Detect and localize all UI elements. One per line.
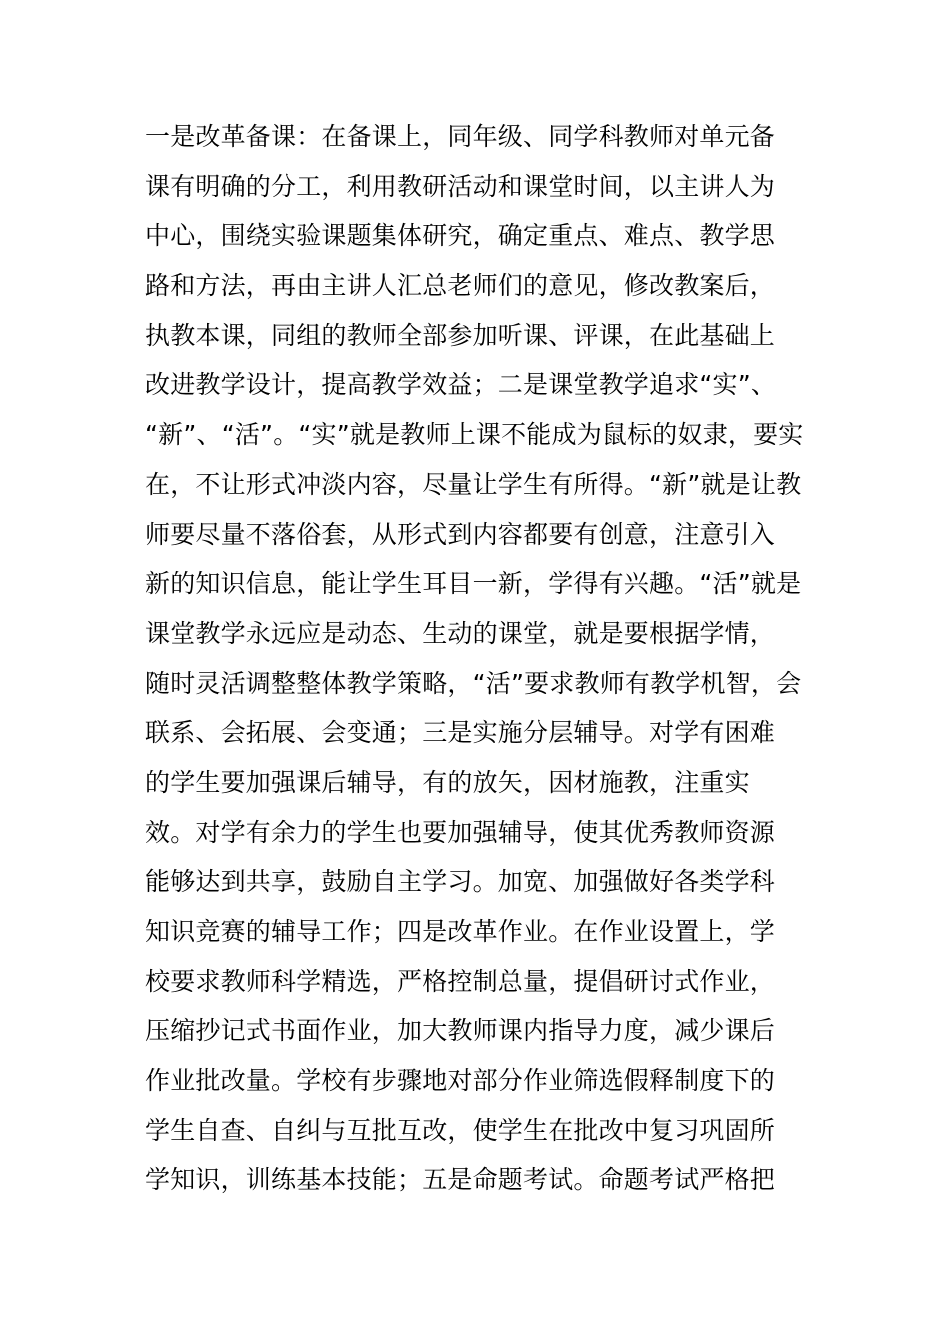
text-line: 随时灵活调整整体教学策略，“活”要求教师有教学机智，会 [145, 668, 802, 698]
text-line: 一是改革备课：在备课上，同年级、同学科教师对单元备 [145, 122, 776, 151]
text-line: 知识竞赛的辅导工作；四是改革作业。在作业设置上，学 [145, 917, 776, 946]
text-line: 学生自查、自纠与互批互改，使学生在批改中复习巩固所 [145, 1115, 776, 1145]
text-line: 中心，围绕实验课题集体研究，确定重点、难点、教学思 [145, 221, 776, 251]
text-line: 路和方法，再由主讲人汇总老师们的意见，修改教案后， [145, 271, 776, 301]
text-line: 学知识，训练基本技能；五是命题考试。命题考试严格把 [145, 1165, 776, 1195]
text-line: 的学生要加强课后辅导，有的放矢，因材施教，注重实 [145, 767, 750, 797]
text-line: 校要求教师科学精选，严格控制总量，提倡研讨式作业， [145, 966, 776, 996]
text-line: 作业批改量。学校有步骤地对部分作业筛选假释制度下的 [145, 1066, 776, 1096]
text-line: 新的知识信息，能让学生耳目一新，学得有兴趣。“活”就是 [145, 569, 802, 599]
body-paragraph [145, 112, 815, 1205]
text-line: 能够达到共享，鼓励自主学习。加宽、加强做好各类学科 [145, 867, 776, 897]
text-line: 执教本课，同组的教师全部参加听课、评课，在此基础上 [145, 320, 776, 350]
text-line: 在，不让形式冲淡内容，尽量让学生有所得。“新”就是让教 [145, 469, 802, 499]
text-line: 师要尽量不落俗套，从形式到内容都要有创意，注意引入 [145, 519, 776, 549]
text-line: 改进教学设计，提高教学效益；二是课堂教学追求“实”、 [145, 370, 777, 400]
text-line: 课堂教学永远应是动态、生动的课堂，就是要根据学情， [145, 618, 776, 648]
text-line: 效。对学有余力的学生也要加强辅导，使其优秀教师资源 [145, 817, 776, 847]
text-line: 课有明确的分工，利用教研活动和课堂时间，以主讲人为 [145, 171, 776, 201]
text-line: 压缩抄记式书面作业，加大教师课内指导力度，减少课后 [145, 1016, 776, 1046]
text-line: 联系、会拓展、会变通；三是实施分层辅导。对学有困难 [145, 718, 776, 748]
text-line: “新”、“活”。“实”就是教师上课不能成为鼠标的奴隶，要实 [145, 420, 804, 450]
